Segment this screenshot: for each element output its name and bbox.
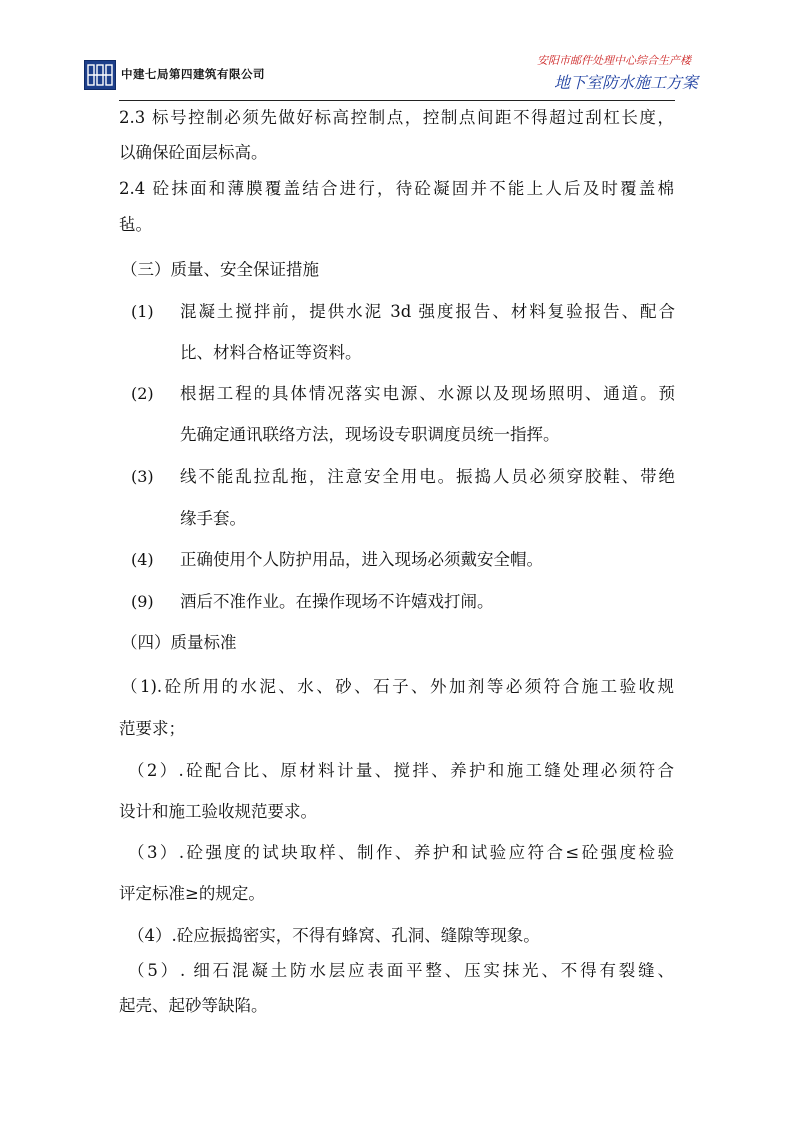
paragraph-2-4-line1: 2.4 砼抹面和薄膜覆盖结合进行，待砼凝固并不能上人后及时覆盖棉 (119, 179, 674, 198)
section-3-heading: （三）质量、安全保证措施 (121, 260, 319, 279)
list-number: (2) (131, 384, 154, 403)
standard-item-line: 起壳、起砂等缺陷。 (119, 996, 268, 1015)
paragraph-2-4-line2: 毡。 (119, 215, 152, 234)
list-item-line: 缘手套。 (180, 509, 246, 528)
standard-item-line: 范要求； (119, 719, 185, 738)
list-number: (1) (131, 302, 154, 321)
paragraph-2-3-line2: 以确保砼面层标高。 (119, 143, 268, 162)
list-number: (3) (131, 467, 154, 486)
standard-item-line: （5）. 细石混凝土防水层应表面平整、压实抹光、不得有裂缝、 (128, 961, 674, 980)
list-item-line: 酒后不准作业。在操作现场不许嬉戏打闹。 (180, 592, 494, 611)
standard-item-line: （1).砼所用的水泥、水、砂、石子、外加剂等必须符合施工验收规 (121, 677, 674, 696)
list-item-line: 先确定通讯联络方法，现场设专职调度员统一指挥。 (180, 425, 560, 444)
list-item-line: 线不能乱拉乱拖，注意安全用电。振捣人员必须穿胶鞋、带绝 (180, 467, 675, 486)
company-logo (84, 60, 116, 90)
standard-item-line: （2）.砼配合比、原材料计量、搅拌、养护和施工缝处理必须符合 (128, 761, 674, 780)
standard-item-line: 评定标准≥的规定。 (119, 884, 265, 903)
standard-item-line: （3）.砼强度的试块取样、制作、养护和试验应符合≤砼强度检验 (128, 843, 674, 862)
company-name: 中建七局第四建筑有限公司 (121, 67, 265, 81)
list-item-line: 比、材料合格证等资料。 (180, 343, 362, 362)
section-4-heading: （四）质量标准 (121, 633, 237, 652)
list-item-line: 根据工程的具体情况落实电源、水源以及现场照明、通道。预 (180, 384, 675, 403)
header-project-name: 安阳市邮件处理中心综合生产楼 (537, 54, 691, 67)
standard-item-line: （4）.砼应振捣密实，不得有蜂窝、孔洞、缝隙等现象。 (128, 926, 540, 945)
list-number: (4) (131, 550, 154, 569)
header-rule (119, 100, 675, 101)
list-item-line: 正确使用个人防护用品，进入现场必须戴安全帽。 (180, 550, 543, 569)
list-item-line: 混凝土搅拌前，提供水泥 3d 强度报告、材料复验报告、配合 (180, 302, 675, 321)
paragraph-2-3-line1: 2.3 标号控制必须先做好标高控制点，控制点间距不得超过刮杠长度， (119, 108, 674, 127)
list-number: (9) (131, 592, 154, 611)
logo-mark-icon (85, 61, 115, 89)
standard-item-line: 设计和施工验收规范要求。 (119, 802, 317, 821)
header-document-title: 地下室防水施工方案 (553, 73, 698, 92)
